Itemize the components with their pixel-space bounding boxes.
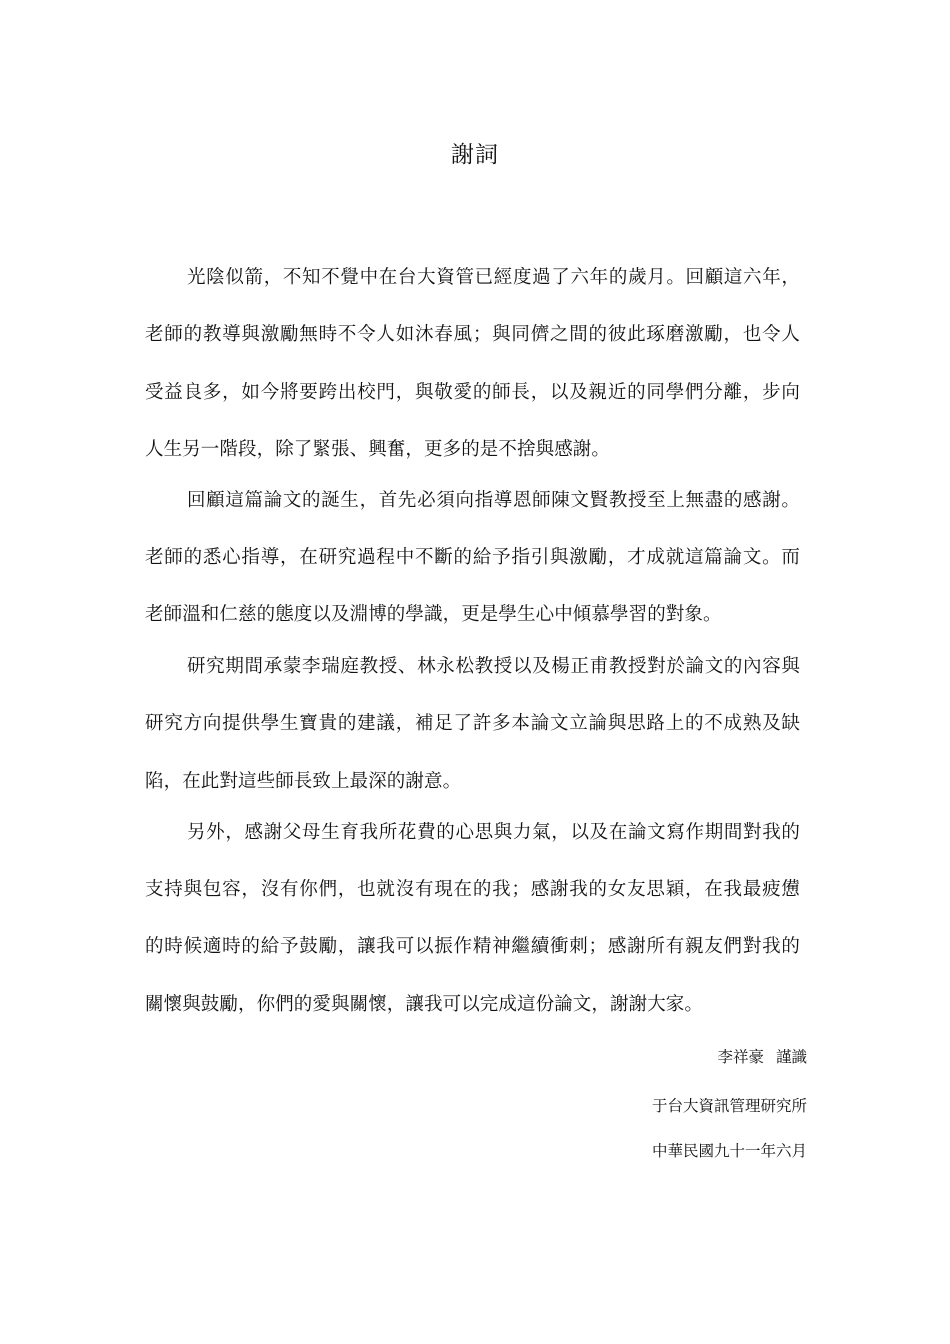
paragraph-2-line-2: 老師的悉心指導，在研究過程中不斷的給予指引與激勵，才成就這篇論文。而 (145, 547, 800, 568)
paragraph-4-line-3: 的時候適時的給予鼓勵，讓我可以振作精神繼續衝刺；感謝所有親友們對我的 (145, 936, 800, 957)
author-signature (717, 1045, 807, 1069)
author-name: 李祥豪 (717, 1048, 764, 1066)
paragraph-2-line-3: 老師溫和仁慈的態度以及淵博的學識，更是學生心中傾慕學習的對象。 (145, 604, 722, 625)
page-title: 謝詞 (451, 142, 499, 168)
paragraph-4-line-4: 關懷與鼓勵，你們的愛與關懷，讓我可以完成這份論文，謝謝大家。 (145, 994, 704, 1015)
paragraph-4-line-1: 另外，感謝父母生育我所花費的心思與力氣，以及在論文寫作期間對我的 (187, 822, 800, 843)
signature-institution: 于台大資訊管理研究所 (651, 1097, 807, 1115)
paragraph-1-line-2: 老師的教導與激勵無時不令人如沐春風；與同儕之間的彼此琢磨激勵，也令人 (145, 324, 800, 345)
paragraph-1-line-1: 光陰似箭，不知不覺中在台大資管已經度過了六年的歲月。回顧這六年， (187, 267, 800, 288)
paragraph-3-line-1: 研究期間承蒙李瑞庭教授、林永松教授以及楊正甫教授對於論文的內容與 (187, 656, 800, 677)
paragraph-3-line-2: 研究方向提供學生寶貴的建議，補足了許多本論文立論與思路上的不成熟及缺 (145, 713, 800, 734)
paragraph-2-line-1: 回顧這篇論文的誕生，首先必須向指導恩師陳文賢教授至上無盡的感謝。 (187, 490, 800, 511)
paragraph-1-line-4: 人生另一階段，除了緊張、興奮，更多的是不捨與感謝。 (145, 439, 611, 460)
paragraph-3-line-3: 陷，在此對這些師長致上最深的謝意。 (145, 771, 462, 792)
paragraph-4-line-2: 支持與包容，沒有你們，也就沒有現在的我；感謝我的女友思穎，在我最疲憊 (145, 879, 800, 900)
signature-date: 中華民國九十一年六月 (651, 1142, 807, 1160)
paragraph-1-line-3: 受益良多，如今將要跨出校門，與敬愛的師長，以及親近的同學們分離，步向 (145, 382, 800, 403)
signature-suffix: 謹識 (775, 1048, 807, 1066)
